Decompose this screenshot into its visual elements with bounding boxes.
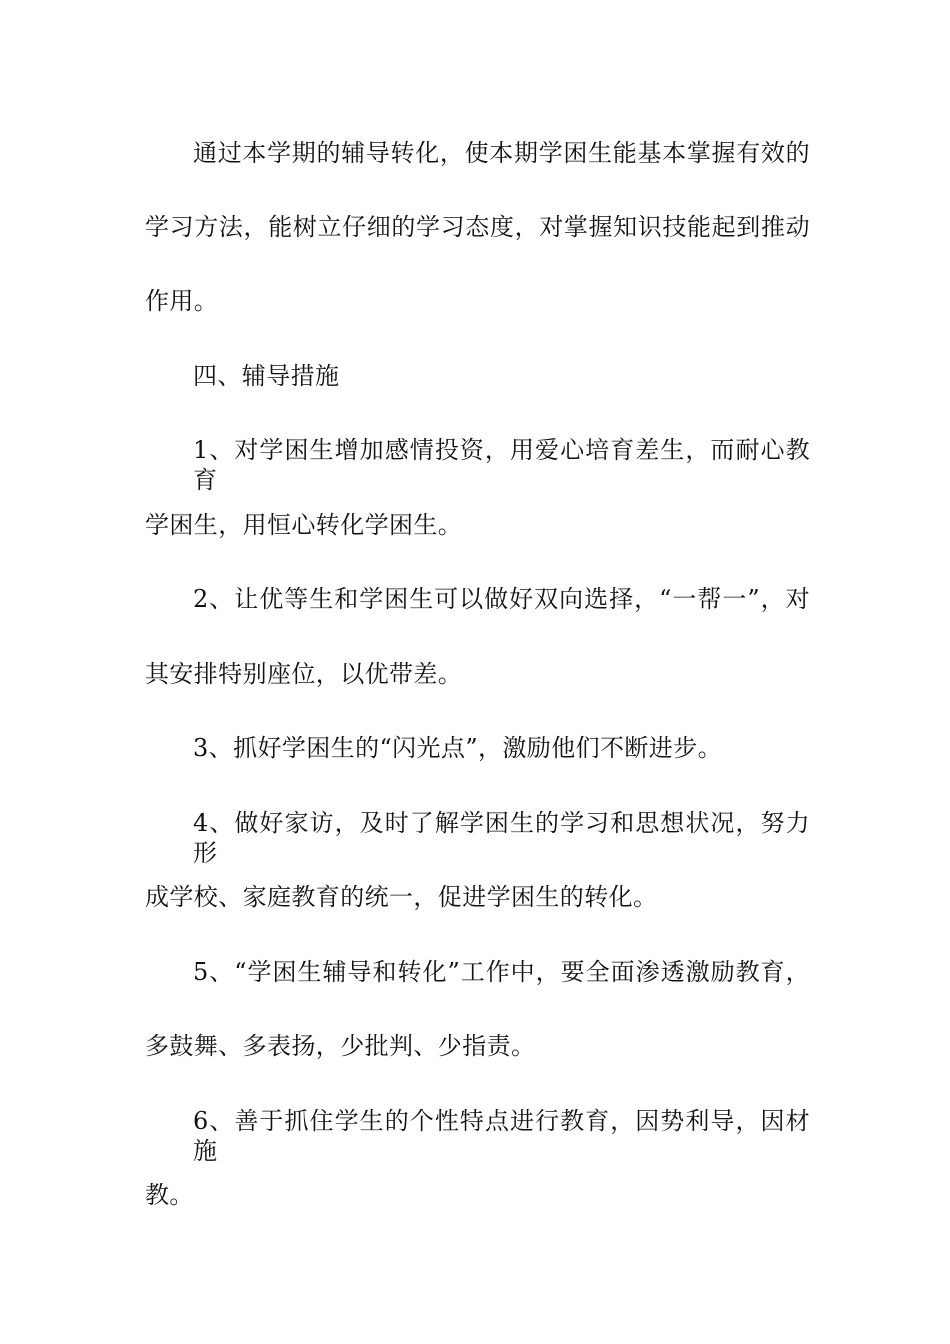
paragraph-line: 通过本学期的辅导转化，使本期学困生能基本掌握有效的 xyxy=(193,139,810,167)
list-item-line: 成学校、家庭教育的统一，促进学困生的转化。 xyxy=(145,883,658,911)
section-heading: 四、辅导措施 xyxy=(193,362,340,390)
list-item-line: 多鼓舞、多表扬，少批判、少指责。 xyxy=(145,1032,536,1060)
list-item-line: 1、对学困生增加感情投资，用爱心培育差生，而耐心教育 xyxy=(193,436,810,494)
list-item-line: 2、让优等生和学困生可以做好双向选择，“一帮一”，对 xyxy=(193,585,810,613)
list-item-line: 学困生，用恒心转化学困生。 xyxy=(145,511,463,539)
list-item-line: 6、善于抓住学生的个性特点进行教育，因势利导，因材施 xyxy=(193,1107,810,1165)
paragraph-line: 作用。 xyxy=(145,287,219,315)
list-item-line: 教。 xyxy=(145,1181,194,1209)
list-item-line: 3、抓好学困生的“闪光点”，激励他们不断进步。 xyxy=(193,734,723,762)
paragraph-line: 学习方法，能树立仔细的学习态度，对掌握知识技能起到推动 xyxy=(145,213,810,241)
list-item-line: 4、做好家访，及时了解学困生的学习和思想状况，努力形 xyxy=(193,809,810,867)
list-item-line: 5、“学困生辅导和转化”工作中，要全面渗透激励教育， xyxy=(193,958,810,986)
list-item-line: 其安排特别座位，以优带差。 xyxy=(145,660,463,688)
